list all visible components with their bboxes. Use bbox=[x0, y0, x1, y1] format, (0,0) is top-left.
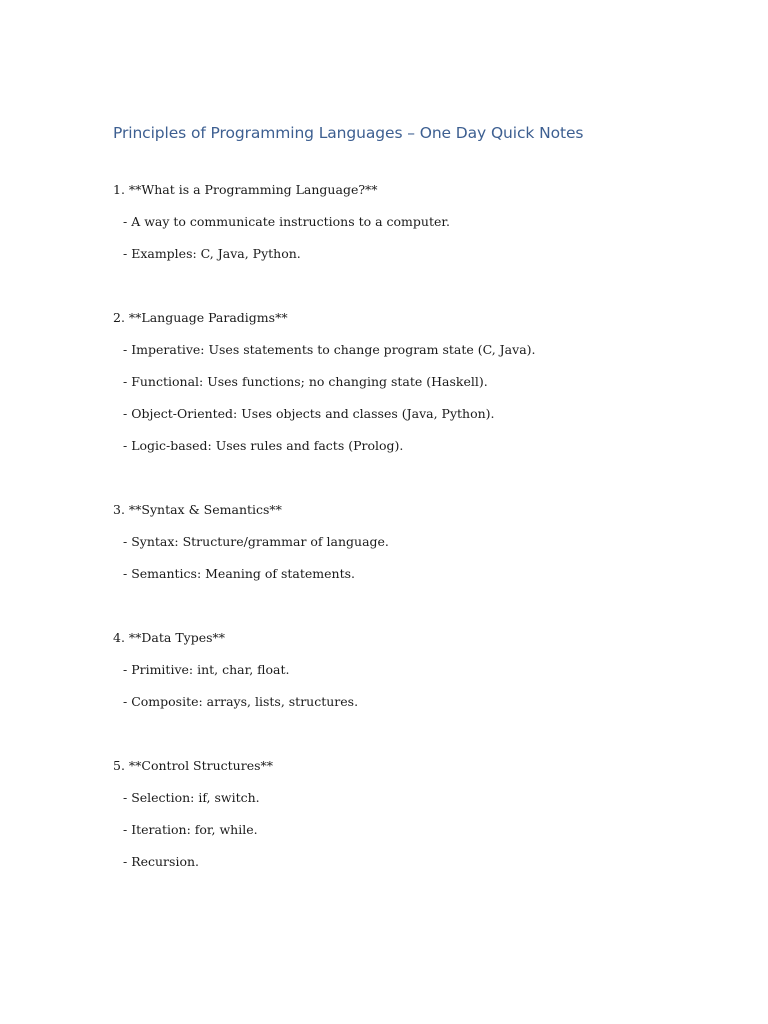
document-title: Principles of Programming Languages – One Day Quick Notes bbox=[113, 124, 584, 142]
section-heading-4: 4. **Data Types** bbox=[113, 630, 226, 645]
section-2-bullet-3: - Object-Oriented: Uses objects and classes (Java, Python). bbox=[123, 406, 495, 421]
section-2-bullet-2: - Functional: Uses functions; no changing state (Haskell). bbox=[123, 374, 488, 389]
section-3-bullet-1: - Syntax: Structure/grammar of language. bbox=[123, 534, 389, 549]
section-1-bullet-1: - A way to communicate instructions to a computer. bbox=[123, 214, 450, 229]
section-4-bullet-1: - Primitive: int, char, float. bbox=[123, 662, 290, 677]
section-5-bullet-3: - Recursion. bbox=[123, 854, 199, 869]
section-2-bullet-4: - Logic-based: Uses rules and facts (Prolog). bbox=[123, 438, 404, 453]
section-5-bullet-1: - Selection: if, switch. bbox=[123, 790, 260, 805]
section-2-bullet-1: - Imperative: Uses statements to change program state (C, Java). bbox=[123, 342, 536, 357]
section-3-bullet-2: - Semantics: Meaning of statements. bbox=[123, 566, 356, 581]
section-4-bullet-2: - Composite: arrays, lists, structures. bbox=[123, 694, 359, 709]
section-heading-1: 1. **What is a Programming Language?** bbox=[113, 182, 378, 197]
section-heading-5: 5. **Control Structures** bbox=[113, 758, 274, 773]
section-1-bullet-2: - Examples: C, Java, Python. bbox=[123, 246, 301, 261]
section-heading-2: 2. **Language Paradigms** bbox=[113, 310, 288, 325]
section-heading-3: 3. **Syntax & Semantics** bbox=[113, 502, 282, 517]
section-5-bullet-2: - Iteration: for, while. bbox=[123, 822, 258, 837]
